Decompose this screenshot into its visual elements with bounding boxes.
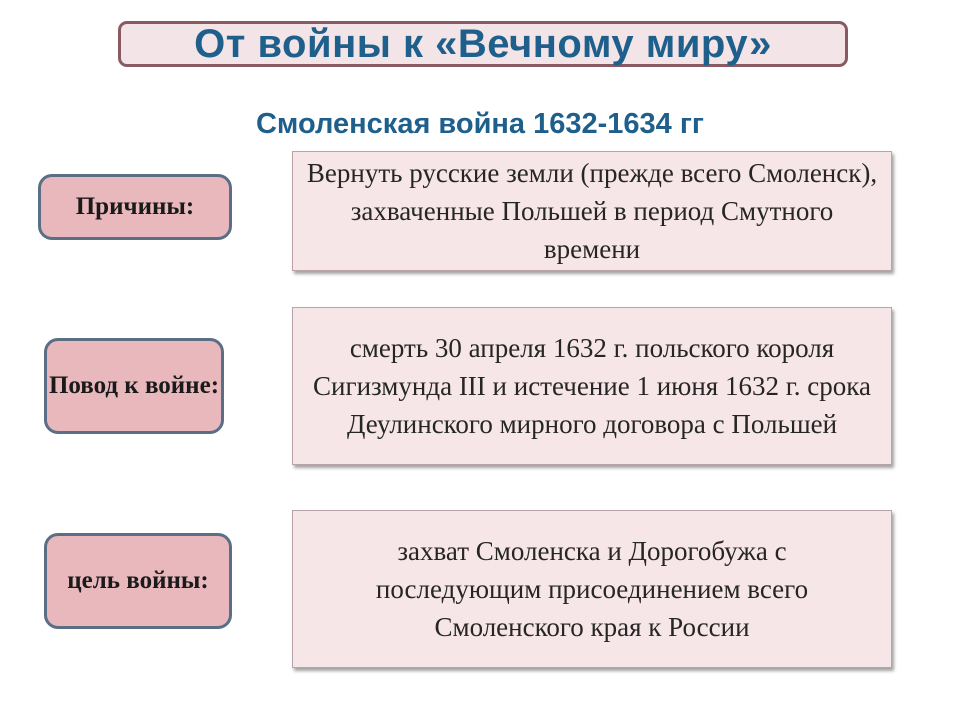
label-pretext-text: Повод к войне: (48, 372, 220, 399)
content-causes (292, 151, 892, 271)
content-pretext (292, 307, 892, 465)
content-goal (292, 510, 892, 668)
label-goal-text: цель войны: (67, 567, 209, 594)
content-causes-text: Вернуть русские земли (прежде всего Смоленск), захваченные Польшей в период Смутного времени (306, 158, 878, 264)
label-pretext (44, 338, 224, 434)
page-subtitle: Смоленская война 1632-1634 гг (255, 108, 705, 140)
page-title: От войны к «Вечному миру» (194, 21, 772, 66)
title-banner (118, 21, 848, 67)
content-goal-text: захват Смоленска и Дорогобужа с последующим присоединением всего Смоленского края к России (375, 536, 809, 642)
content-pretext-text: смерть 30 апреля 1632 г. польского короля Сигизмунда III и истечение 1 июня 1632 г. срока Деулинского мирного договора с Польшей (313, 333, 871, 439)
label-causes-text: Причины: (75, 193, 195, 220)
label-causes (38, 174, 232, 240)
label-goal (44, 533, 232, 629)
